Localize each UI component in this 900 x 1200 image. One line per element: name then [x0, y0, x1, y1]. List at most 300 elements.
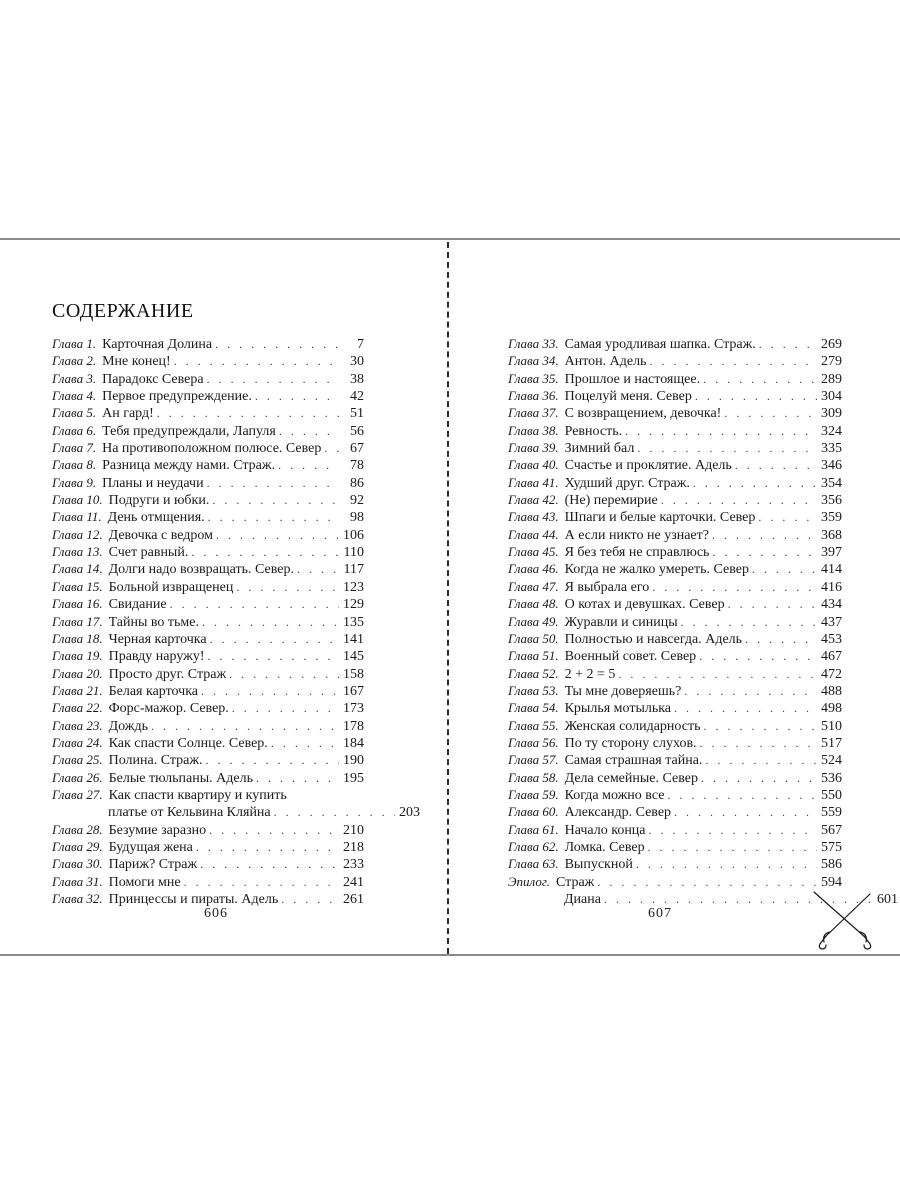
toc-entry — [508, 457, 842, 474]
chapter-page-number: 135 — [343, 614, 364, 630]
chapter-label: Глава 3. — [52, 370, 97, 386]
toc-entry — [508, 475, 842, 492]
leader-dots — [297, 561, 339, 577]
chapter-page-number: 414 — [821, 562, 842, 578]
toc-entry — [508, 700, 842, 717]
chapter-page-number: 184 — [343, 735, 364, 751]
chapter-title: Безумие заразно — [108, 822, 207, 838]
toc-entry — [52, 509, 364, 526]
toc-entry — [52, 405, 364, 422]
leader-dots — [212, 492, 339, 508]
chapter-page-number: 559 — [821, 805, 842, 821]
leader-dots — [648, 839, 817, 855]
toc-entry — [508, 839, 842, 856]
chapter-label: Глава 28. — [52, 821, 103, 837]
leader-dots — [649, 822, 817, 838]
leader-dots — [206, 752, 339, 768]
chapter-title: А если никто не узнает? — [564, 527, 709, 543]
leader-dots — [759, 336, 817, 352]
chapter-label: Глава 15. — [52, 578, 103, 594]
chapter-title: День отмщения. — [107, 510, 205, 526]
chapter-title: Счет равный. — [108, 545, 189, 561]
chapter-page-number: 324 — [821, 423, 842, 439]
chapter-page-number: 261 — [343, 892, 364, 907]
chapter-title: О котах и девушках. Север — [564, 597, 725, 613]
leader-dots — [728, 596, 817, 612]
chapter-page-number: 488 — [821, 683, 842, 699]
chapter-page-number: 354 — [821, 475, 842, 491]
leader-dots — [200, 856, 339, 872]
chapter-title: Мне конец! — [102, 354, 171, 370]
leader-dots — [667, 787, 817, 803]
toc-entry — [508, 527, 842, 544]
toc-entry — [508, 648, 842, 665]
chapter-title: Когда можно все — [564, 787, 665, 803]
chapter-title: Помоги мне — [108, 874, 181, 890]
toc-list-right — [508, 336, 898, 908]
leader-dots — [681, 614, 817, 630]
chapter-page-number: 594 — [821, 874, 842, 890]
toc-entry — [508, 874, 842, 891]
toc-entry — [508, 614, 842, 631]
chapter-label: Глава 52. — [508, 665, 559, 681]
chapter-label: Глава 11. — [52, 509, 102, 525]
chapter-title: Ан гард! — [102, 406, 154, 422]
chapter-page-number: 129 — [343, 597, 364, 613]
chapter-label: Глава 17. — [52, 613, 103, 629]
leader-dots — [210, 631, 339, 647]
chapter-title: Александр. Север — [564, 805, 672, 821]
toc-entry — [52, 475, 364, 492]
chapter-label: Глава 34. — [508, 353, 559, 369]
chapter-page-number: 178 — [343, 718, 364, 734]
toc-entry — [508, 509, 842, 526]
toc-entry — [508, 891, 898, 908]
chapter-label: Глава 7. — [52, 440, 97, 456]
chapter-title: По ту сторону слухов. — [564, 735, 697, 751]
chapter-label: Глава 63. — [508, 856, 559, 872]
chapter-label: Глава 22. — [52, 700, 103, 716]
chapter-label: Глава 60. — [508, 804, 559, 820]
toc-entry — [508, 683, 842, 700]
chapter-label: Глава 54. — [508, 700, 559, 716]
toc-entry — [52, 527, 364, 544]
chapter-page-number: 397 — [821, 545, 842, 561]
chapter-page-number: 575 — [821, 839, 842, 855]
chapter-label: Глава 12. — [52, 526, 103, 542]
toc-entry — [52, 423, 364, 440]
chapter-page-number: 167 — [343, 683, 364, 699]
toc-entry — [52, 770, 364, 787]
leader-dots — [256, 770, 339, 786]
chapter-page-number: 269 — [821, 337, 842, 352]
leader-dots — [745, 631, 817, 647]
chapter-title: Планы и неудачи — [102, 475, 204, 491]
chapter-title: Ты мне доверяешь? — [564, 683, 682, 699]
chapter-page-number: 437 — [821, 614, 842, 630]
leader-dots — [724, 405, 817, 421]
leader-dots — [207, 475, 339, 491]
chapter-page-number: 241 — [343, 874, 364, 890]
toc-entry — [508, 804, 842, 821]
toc-entry — [52, 786, 420, 822]
chapter-page-number: 210 — [343, 822, 364, 838]
leader-dots — [184, 874, 339, 890]
leader-dots — [279, 423, 339, 439]
chapter-title: Тайны во тьме. — [108, 614, 199, 630]
toc-entry — [52, 544, 364, 561]
toc-entry — [52, 388, 364, 405]
leader-dots — [674, 804, 817, 820]
toc-entry — [52, 492, 364, 509]
leader-dots — [704, 718, 818, 734]
toc-entry — [52, 752, 364, 769]
leader-dots — [281, 891, 339, 907]
chapter-title: Первое предупреждение. — [102, 389, 252, 405]
chapter-page-number: 453 — [821, 631, 842, 647]
chapter-title: Дождь — [108, 718, 148, 734]
chapter-label: Глава 20. — [52, 665, 103, 681]
chapter-title: Женская солидарность — [564, 718, 701, 734]
chapter-page-number: 141 — [343, 631, 364, 647]
leader-dots — [208, 509, 339, 525]
chapter-title: Зимний бал — [564, 441, 635, 457]
toc-entry — [508, 544, 842, 561]
toc-entry — [508, 822, 842, 839]
toc-entry — [52, 648, 364, 665]
fold-divider — [447, 242, 449, 954]
chapter-label: Глава 58. — [508, 769, 559, 785]
chapter-title: Будущая жена — [108, 839, 193, 855]
chapter-title: Дела семейные. Север — [564, 770, 698, 786]
chapter-label: Глава 38. — [508, 422, 559, 438]
chapter-title: Худший друг. Страж. — [564, 475, 690, 491]
toc-entry — [508, 561, 842, 578]
chapter-page-number: 335 — [821, 441, 842, 457]
toc-entry — [508, 752, 842, 769]
chapter-title: Принцессы и пираты. Адель — [108, 892, 279, 907]
chapter-label: Глава 59. — [508, 786, 559, 802]
leader-dots — [255, 388, 339, 404]
leader-dots — [661, 492, 817, 508]
chapter-label: Глава 41. — [508, 474, 559, 490]
chapter-title: Черная карточка — [108, 631, 207, 647]
leader-dots — [712, 544, 817, 560]
toc-entry — [508, 631, 842, 648]
chapter-page-number: 7 — [357, 337, 364, 352]
chapter-label: Глава 25. — [52, 752, 103, 768]
toc-entry — [52, 457, 364, 474]
toc-entry — [52, 683, 364, 700]
chapter-label: Глава 8. — [52, 457, 97, 473]
toc-entry — [52, 614, 364, 631]
chapter-label: Глава 9. — [52, 474, 97, 490]
toc-entry — [52, 353, 364, 370]
leader-dots — [174, 353, 339, 369]
leader-dots — [735, 457, 817, 473]
leader-dots — [209, 822, 339, 838]
chapter-page-number: 586 — [821, 857, 842, 873]
chapter-page-number: 86 — [350, 475, 364, 491]
chapter-title: Как спасти Солнце. Север. — [108, 735, 268, 751]
toc-entry — [508, 596, 842, 613]
chapter-page-number: 173 — [343, 701, 364, 717]
leader-dots — [236, 579, 339, 595]
toc-entry — [508, 440, 842, 457]
toc-entry — [52, 856, 364, 873]
chapter-label: Глава 44. — [508, 526, 559, 542]
chapter-title: Парадокс Севера — [102, 371, 204, 387]
toc-entry — [508, 579, 842, 596]
page-number-right: 607 — [648, 906, 672, 921]
toc-entry — [52, 336, 364, 353]
chapter-title: С возвращением, девочка! — [564, 406, 722, 422]
chapter-title: Просто друг. Страж — [108, 666, 227, 682]
chapter-label: Глава 21. — [52, 682, 103, 698]
chapter-label: Глава 33. — [508, 336, 559, 351]
toc-entry — [508, 735, 842, 752]
chapter-label: Глава 51. — [508, 648, 559, 664]
chapter-label: Глава 31. — [52, 873, 103, 889]
chapter-title: Форс-мажор. Север. — [108, 701, 229, 717]
leader-dots — [636, 856, 817, 872]
leader-dots — [271, 735, 339, 751]
leader-dots — [712, 527, 817, 543]
toc-entry — [52, 561, 364, 578]
chapter-title: Ломка. Север — [564, 839, 645, 855]
chapter-title: Полина. Страж. — [108, 753, 203, 769]
chapter-title: Шпаги и белые карточки. Север — [564, 510, 756, 526]
toc-entry — [52, 718, 364, 735]
chapter-title: Долги надо возвращать. Север. — [108, 562, 294, 578]
chapter-page-number: 472 — [821, 666, 842, 682]
chapter-title: Карточная Долина — [102, 337, 213, 352]
chapter-label: Глава 62. — [508, 838, 559, 854]
toc-entry — [52, 596, 364, 613]
chapter-page-number: 67 — [350, 441, 364, 457]
leader-dots — [705, 752, 817, 768]
leader-dots — [674, 700, 817, 716]
chapter-label: Глава 6. — [52, 422, 97, 438]
chapter-title: Как спасти квартиру и купить — [108, 787, 287, 803]
chapter-title: Разница между нами. Страж. — [102, 458, 276, 474]
toc-entry — [508, 770, 842, 787]
chapter-page-number: 289 — [821, 371, 842, 387]
chapter-label: Глава 40. — [508, 457, 559, 473]
leader-dots — [684, 683, 817, 699]
chapter-title: Ревность. — [564, 423, 623, 439]
chapter-title: Счастье и проклятие. Адель — [564, 458, 732, 474]
chapter-page-number: 416 — [821, 579, 842, 595]
chapter-label: Глава 27. — [52, 786, 103, 802]
chapter-page-number: 78 — [350, 458, 364, 474]
leader-dots — [699, 648, 817, 664]
chapter-title: Самая уродливая шапка. Страж. — [564, 337, 756, 352]
toc-entry — [508, 405, 842, 422]
chapter-label: Глава 61. — [508, 821, 559, 837]
chapter-title: Антон. Адель — [564, 354, 647, 370]
leader-dots — [151, 718, 339, 734]
chapter-label: Глава 24. — [52, 734, 103, 750]
chapter-page-number: 42 — [350, 389, 364, 405]
leader-dots — [758, 509, 817, 525]
chapter-page-number: 356 — [821, 493, 842, 509]
chapter-page-number: 203 — [399, 805, 420, 821]
leader-dots — [693, 475, 817, 491]
chapter-title: Крылья мотылька — [564, 701, 672, 717]
chapter-title: Свидание — [108, 597, 167, 613]
chapter-title: Начало конца — [564, 822, 646, 838]
chapter-label: Глава 29. — [52, 838, 103, 854]
toc-entry — [52, 579, 364, 596]
chapter-page-number: 601 — [877, 892, 898, 907]
leader-dots — [202, 614, 339, 630]
leader-dots — [597, 874, 817, 890]
toc-entry — [52, 371, 364, 388]
crossed-swords-icon — [808, 888, 880, 954]
chapter-page-number: 51 — [350, 406, 364, 422]
chapter-label: Глава 48. — [508, 596, 559, 612]
chapter-label: Глава 39. — [508, 440, 559, 456]
chapter-page-number: 98 — [350, 510, 364, 526]
chapter-label: Глава 1. — [52, 336, 97, 351]
leader-dots — [201, 683, 339, 699]
chapter-label: Эпилог. — [508, 873, 550, 889]
book-spread — [0, 238, 900, 956]
chapter-page-number: 536 — [821, 770, 842, 786]
chapter-title: Париж? Страж — [108, 857, 198, 873]
leader-dots — [278, 457, 339, 473]
chapter-page-number: 368 — [821, 527, 842, 543]
leader-dots — [649, 353, 817, 369]
toc-entry — [508, 371, 842, 388]
chapter-label: Глава 43. — [508, 509, 559, 525]
chapter-label: Глава 5. — [52, 405, 97, 421]
chapter-label: Глава 45. — [508, 544, 559, 560]
toc-entry — [52, 700, 364, 717]
chapter-page-number: 346 — [821, 458, 842, 474]
chapter-label: Глава 4. — [52, 388, 97, 404]
chapter-label: Глава 2. — [52, 353, 97, 369]
chapter-title: Военный совет. Север — [564, 649, 697, 665]
toc-title: СОДЕРЖАНИЕ — [52, 300, 194, 322]
leader-dots — [703, 371, 817, 387]
chapter-label: Глава 10. — [52, 492, 103, 508]
chapter-title: Я без тебя не справлюсь — [564, 545, 710, 561]
chapter-title: Правду наружу! — [108, 649, 205, 665]
chapter-title: Полностью и навсегда. Адель — [564, 631, 743, 647]
chapter-page-number: 233 — [343, 857, 364, 873]
leader-dots — [170, 596, 339, 612]
chapter-label: Глава 30. — [52, 856, 103, 872]
chapter-label: Глава 46. — [508, 561, 559, 577]
chapter-page-number: 158 — [343, 666, 364, 682]
toc-entry — [508, 856, 842, 873]
chapter-label: Глава 32. — [52, 891, 103, 906]
chapter-title: 2 + 2 = 5 — [564, 666, 616, 682]
chapter-label: Глава 49. — [508, 613, 559, 629]
chapter-title: На противоположном полюсе. Север — [102, 441, 322, 457]
chapter-page-number: 92 — [350, 493, 364, 509]
chapter-page-number: 434 — [821, 597, 842, 613]
chapter-page-number: 517 — [821, 735, 842, 751]
chapter-page-number: 218 — [343, 839, 364, 855]
toc-list-left — [52, 336, 420, 908]
toc-entry — [508, 492, 842, 509]
chapter-label: Глава 55. — [508, 717, 559, 733]
chapter-label: Глава 42. — [508, 492, 559, 508]
chapter-page-number: 117 — [343, 562, 364, 578]
chapter-label: Глава 47. — [508, 578, 559, 594]
leader-dots — [274, 804, 395, 820]
chapter-title: Диана — [564, 892, 601, 907]
chapter-page-number: 498 — [821, 701, 842, 717]
chapter-label: Глава 14. — [52, 561, 103, 577]
chapter-page-number: 550 — [821, 787, 842, 803]
toc-entry — [508, 423, 842, 440]
chapter-title: Подруги и юбки. — [108, 493, 210, 509]
chapter-label: Глава 56. — [508, 734, 559, 750]
chapter-label: Глава 26. — [52, 769, 103, 785]
page-number-left: 606 — [204, 906, 228, 921]
leader-dots — [207, 648, 339, 664]
leader-dots — [625, 423, 817, 439]
chapter-label: Глава 53. — [508, 682, 559, 698]
chapter-label: Глава 50. — [508, 630, 559, 646]
leader-dots — [216, 527, 339, 543]
chapter-title: Девочка с ведром — [108, 527, 214, 543]
chapter-title: Поцелуй меня. Север — [564, 389, 692, 405]
toc-entry — [508, 388, 842, 405]
leader-dots — [191, 544, 339, 560]
leader-dots — [752, 561, 817, 577]
toc-entry — [508, 718, 842, 735]
chapter-page-number: 145 — [343, 649, 364, 665]
toc-entry — [52, 666, 364, 683]
chapter-title: Выпускной — [564, 857, 633, 873]
toc-entry — [52, 822, 364, 839]
toc-entry — [52, 874, 364, 891]
chapter-page-number: 510 — [821, 718, 842, 734]
leader-dots — [637, 440, 817, 456]
leader-dots — [215, 336, 339, 352]
chapter-page-number: 190 — [343, 753, 364, 769]
chapter-page-number: 359 — [821, 510, 842, 526]
leader-dots — [695, 388, 817, 404]
chapter-title: Тебя предупреждали, Лапуля — [102, 423, 276, 439]
chapter-page-number: 195 — [343, 770, 364, 786]
toc-entry — [508, 353, 842, 370]
toc-entry — [508, 787, 842, 804]
chapter-title: Больной извращенец — [108, 579, 234, 595]
chapter-page-number: 567 — [821, 822, 842, 838]
chapter-label: Глава 18. — [52, 630, 103, 646]
chapter-label: Глава 23. — [52, 717, 103, 733]
chapter-page-number: 56 — [350, 423, 364, 439]
chapter-title: Прошлое и настоящее. — [564, 371, 701, 387]
toc-entry — [52, 735, 364, 752]
leader-dots — [652, 579, 817, 595]
toc-entry — [52, 631, 364, 648]
chapter-title: Белые тюльпаны. Адель — [108, 770, 253, 786]
leader-dots — [232, 700, 339, 716]
chapter-page-number: 123 — [343, 579, 364, 595]
chapter-title: Журавли и синицы — [564, 614, 678, 630]
chapter-page-number: 38 — [350, 371, 364, 387]
leader-dots — [229, 666, 339, 682]
chapter-label: Глава 37. — [508, 405, 559, 421]
chapter-title: (Не) перемирие — [564, 493, 658, 509]
